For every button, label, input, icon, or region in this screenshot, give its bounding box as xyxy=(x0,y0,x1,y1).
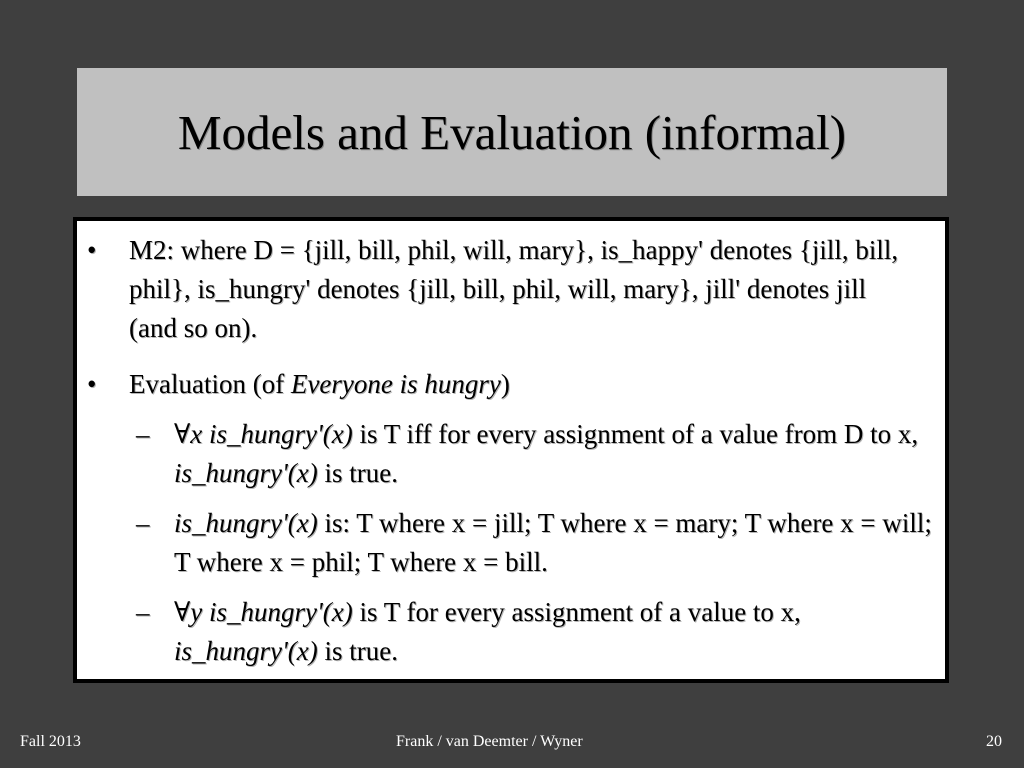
formula: x is_hungry'(x) xyxy=(190,419,353,449)
dash-marker: – xyxy=(136,508,150,538)
dash-marker: – xyxy=(136,419,150,449)
subbullet-universal-y xyxy=(136,593,941,671)
subbullet-assignments xyxy=(136,504,936,582)
bullet-marker: • xyxy=(87,369,97,399)
evaluation-suffix: ) xyxy=(500,369,510,399)
formula: y is_hungry'(x) xyxy=(190,597,353,627)
subbullet-assignments-text xyxy=(174,504,936,582)
formula: is_hungry'(x) xyxy=(174,508,318,538)
forall-symbol: ∀ xyxy=(174,597,191,627)
bullet-model xyxy=(87,231,917,348)
content-box xyxy=(73,217,949,683)
evaluation-sentence: Everyone is hungry xyxy=(290,369,501,399)
bullet-model-text: M2: where D = {jill, bill, phil, will, mary}, is_happy' denotes {jill, bill, phil}, is_hungry' denotes {jill, bill, phil, will, mary}, jill' denotes jill (and so on). xyxy=(129,235,899,343)
subbullet-text: is true. xyxy=(317,458,398,488)
evaluation-prefix: Evaluation (of xyxy=(129,369,291,399)
subbullet-universal-x xyxy=(136,415,936,493)
subbullet-text: is: T where x = jill; T where x = mary; T where x = will; T where x = phil; T where x = bill. xyxy=(174,508,932,577)
footer-date: Fall 2013 xyxy=(20,733,81,750)
title-box xyxy=(77,68,947,196)
subbullet-text: is T iff for every assignment of a value from D to x, xyxy=(352,419,919,449)
subbullet-text: is true. xyxy=(317,636,398,666)
footer-authors: Frank / van Deemter / Wyner xyxy=(396,733,583,750)
dash-marker: – xyxy=(136,597,150,627)
forall-symbol: ∀ xyxy=(174,419,191,449)
formula: is_hungry'(x) xyxy=(174,458,318,488)
slide-title: Models and Evaluation (informal) xyxy=(177,104,847,160)
bullet-evaluation xyxy=(87,365,917,404)
subbullet-universal-x-text xyxy=(174,415,936,493)
bullet-evaluation-text xyxy=(129,365,917,404)
footer-page-number: 20 xyxy=(986,733,1002,750)
formula: is_hungry'(x) xyxy=(174,636,318,666)
subbullet-universal-y-text xyxy=(174,593,941,671)
bullet-marker: • xyxy=(87,235,97,265)
subbullet-text: is T for every assignment of a value to x, xyxy=(352,597,801,627)
